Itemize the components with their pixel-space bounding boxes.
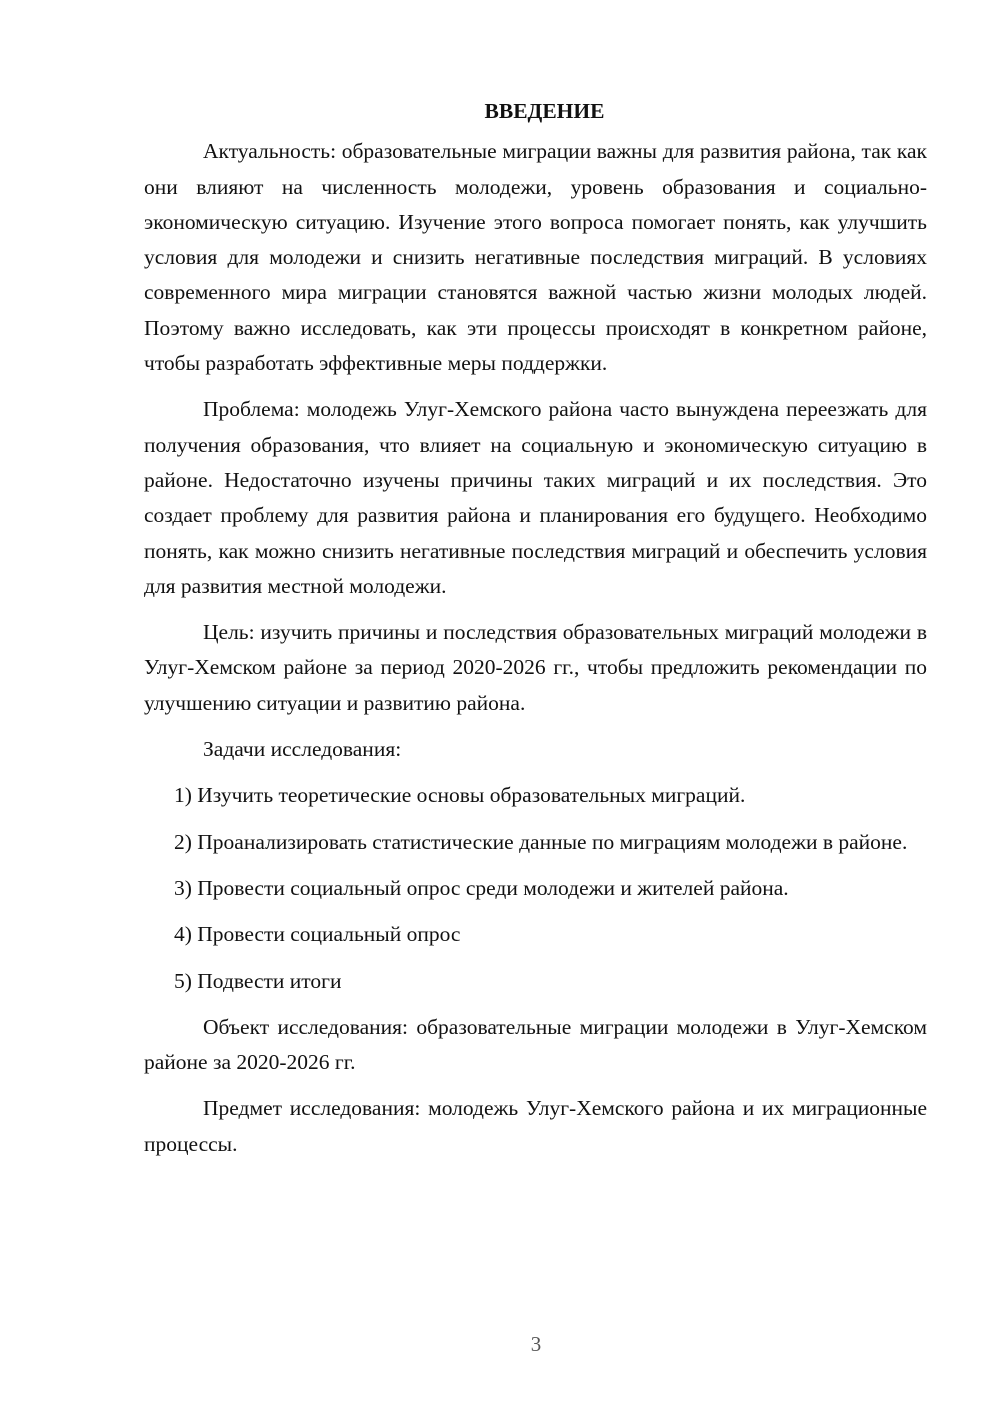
task-item-2: 2) Проанализировать статистические данные по миграциям молодежи в районе. xyxy=(174,829,908,854)
task-item-4: 4) Провести социальный опрос xyxy=(174,922,461,947)
subject-paragraph: Предмет исследования: молодежь Улуг-Хемского района и их миграционные процессы. xyxy=(144,1096,927,1156)
relevance-paragraph: Актуальность: образовательные миграции важны для развития района, так как они влияют на численность молодежи, уровень образования и социально-экономическую ситуацию. Изучение этого вопроса помогает понять, как улучшить условия для молодежи и снизить негативные последствия миграций. В условиях современного мира миграции становятся важной частью жизни молодых людей. Поэтому важно исследовать, как эти процессы происходят в конкретном районе, чтобы разработать эффективные меры поддержки. xyxy=(144,139,927,376)
tasks-heading: Задачи исследования: xyxy=(203,737,402,762)
object-paragraph: Объект исследования: образовательные миграции молодежи в Улуг-Хемском районе за 2020-2026 гг. xyxy=(144,1014,927,1075)
goal-paragraph: Цель: изучить причины и последствия образовательных миграций молодежи в Улуг-Хемском районе за период 2020-2026 гг., чтобы предложить рекомендации по улучшению ситуации и развитию района. xyxy=(144,620,927,715)
problem-paragraph: Проблема: молодежь Улуг-Хемского района часто вынуждена переезжать для получения образования, что влияет на социальную и экономическую ситуацию в районе. Недостаточно изучены причины таких миграций и их последствия. Это создает проблему для развития района и планирования его будущего. Необходимо понять, как можно снизить негативные последствия миграций и обеспечить условия для развития местной молодежи. xyxy=(144,397,927,598)
task-item-5: 5) Подвести итоги xyxy=(174,968,342,993)
section-title: ВВЕДЕНИЕ xyxy=(484,99,605,123)
page-number: 3 xyxy=(530,1332,542,1356)
task-item-3: 3) Провести социальный опрос среди молодежи и жителей района. xyxy=(174,875,789,900)
task-item-1: 1) Изучить теоретические основы образовательных миграций. xyxy=(174,783,746,808)
document-page xyxy=(144,94,927,1173)
